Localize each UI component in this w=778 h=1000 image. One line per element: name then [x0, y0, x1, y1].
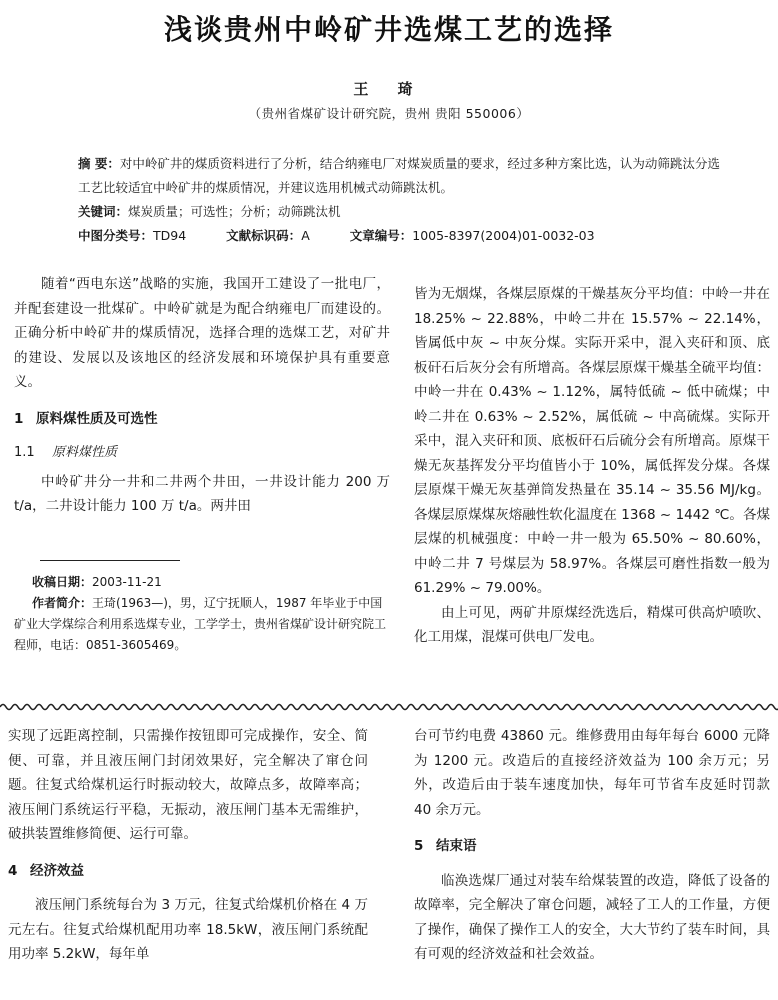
abstract-block: [78, 152, 728, 248]
section-1-heading: [14, 407, 390, 432]
section-5-number: 5: [414, 838, 424, 854]
hydraulic-gate-paragraph: 实现了远距离控制，只需操作按钮即可完成操作，安全、简便、可靠，并且液压闸门封闭效果好，完全解决了窜仓问题。往复式给煤机运行时振动较大，故障点多，故障率高；液压闸门系统运行平稳，无振动，液压闸门基本无需维护，破拱装置维修简便、运行可靠。: [8, 728, 368, 842]
footnote-block: [14, 572, 390, 656]
doc-code-label: 文献标识码：: [226, 228, 302, 243]
footnote-divider: [40, 560, 180, 561]
author-name: 王 琦: [353, 80, 425, 98]
section-5-title: 结束语: [436, 838, 477, 854]
section-4-number: 4: [8, 862, 18, 879]
author-bio-line: [14, 593, 390, 656]
author-bio-label: 作者简介：: [32, 596, 93, 610]
section-5-heading: [414, 834, 770, 859]
section-1-title: 原料煤性质及可选性: [36, 410, 158, 427]
coal-properties-paragraph: 皆为无烟煤，各煤层原煤的干燥基灰分平均值：中岭一井在 18.25% ~ 22.88%，中岭二井在 15.57% ~ 22.14%，皆属低中灰 ~ 中灰分煤。实际开采中，混入夹矸和顶、底板矸石后灰分会有所增高。各煤层原煤干燥基全硫平均值：中岭一井在 0.43% ~ 1.12%，属特低硫 ~ 低中硫煤；中岭二井在 0.63% ~ 2.52%，属低硫 ~ 中高硫煤。实际开采中，混入夹矸和顶、底板矸石后硫分会有所增高。原煤干燥无灰基挥发分平均值皆小于 10%，属低挥发分煤。各煤层原煤干燥无灰基弹筒发热量在 35.14 ~ 35.56 MJ/kg。各煤层原煤煤灰熔融性软化温度在 1368 ~ 1442 ℃。各煤层煤的机械强度：中岭一井一般为 65.50% ~ 80.60%，中岭二井 7 号煤层为 58.97%。各煤层可磨性指数一般为 61.29% ~ 79.00%。: [414, 286, 770, 596]
keywords-text: 煤炭质量；可选性；分析；动筛跳汰机: [128, 204, 341, 219]
classification-line: [78, 224, 728, 248]
section-4-title: 经济效益: [30, 862, 84, 879]
article-title: 浅谈贵州中岭矿井选煤工艺的选择: [163, 13, 614, 46]
author-bio-text: 王琦(1963—)，男，辽宁抚顺人，1987 年毕业于中国矿业大学煤综合利用系选煤专业，工学学士，贵州省煤矿设计研究院工程师，电话：0851-3605469。: [14, 596, 387, 652]
article-no-value: 1005-8397(2004)01-0032-03: [412, 228, 595, 243]
clc-value: TD94: [153, 228, 187, 243]
abstract-text: 对中岭矿井的煤质资料进行了分析，结合纳雍电厂对煤炭质量的要求，经过多种方案比选，认为动筛跳汰分选工艺比较适宜中岭矿井的煤质情况，并建议选用机械式动筛跳汰机。: [78, 156, 720, 195]
keywords-label: 关键词：: [78, 204, 129, 219]
coal-usage-paragraph: 由上可见，两矿井原煤经洗选后，精煤可供高炉喷吹、化工用煤，混煤可供电厂发电。: [414, 604, 770, 645]
doc-code-value: A: [301, 228, 310, 243]
savings-paragraph: 台可节约电费 43860 元。维修费用由每年每台 6000 元降为 1200 元。改造后的直接经济效益为 100 余万元；另外，改造后由于装车速度加快，每年可节省车皮延时罚款 40 余万元。: [414, 728, 770, 818]
intro-paragraph: 随着“西电东送”战略的实施，我国开工建设了一批电厂，并配套建设一批煤矿。中岭矿就是为配合纳雍电厂而建设的。正确分析中岭矿井的煤质情况，选择合理的选煤工艺，对矿井的建设、发展以及该地区的经济发展和环境保护具有重要意义。: [14, 276, 390, 390]
section-1-number: 1: [14, 410, 24, 427]
economic-benefit-paragraph: 液压闸门系统每台为 3 万元，往复式给煤机价格在 4 万元左右。往复式给煤机配用功率 18.5kW，液压闸门系统配用功率 5.2kW，每年单: [8, 897, 368, 962]
right-column-top: [414, 282, 770, 650]
article-no-item: [350, 224, 595, 248]
received-date-line: [14, 572, 390, 593]
article-separator-wavy-line: [0, 700, 778, 714]
doc-code-item: [226, 224, 310, 248]
subsection-1-1-heading: [14, 441, 390, 466]
abstract-paragraph: [78, 152, 728, 200]
conclusion-paragraph: 临涣选煤厂通过对装车给煤装置的改造，降低了设备的故障率，完全解决了窜仓问题，减轻了工人的工作量，方便了操作，确保了操作工人的安全，大大节约了装车时间，具有可观的经济效益和社会效益。: [414, 872, 770, 962]
abstract-label: 摘 要：: [78, 156, 120, 171]
left-column-top: [14, 272, 390, 519]
left-column-bottom: [8, 724, 368, 967]
clc-item: [78, 224, 186, 248]
right-column-bottom: [414, 724, 770, 967]
keywords-line: [78, 200, 728, 224]
received-date-value: 2003-11-21: [92, 575, 162, 589]
section-1-1-paragraph: 中岭矿井分一井和二井两个井田，一井设计能力 200 万 t/a，二井设计能力 100 万 t/a。两井田: [14, 473, 390, 514]
section-4-heading: [8, 859, 368, 884]
author-affiliation: （贵州省煤矿设计研究院，贵州 贵阳 550006）: [248, 106, 530, 121]
clc-label: 中图分类号：: [78, 228, 154, 243]
subsection-1-1-title: 原料煤性质: [52, 445, 118, 460]
received-date-label: 收稿日期：: [32, 575, 93, 589]
article-no-label: 文章编号：: [349, 228, 413, 243]
subsection-1-1-number: 1.1: [14, 445, 35, 460]
